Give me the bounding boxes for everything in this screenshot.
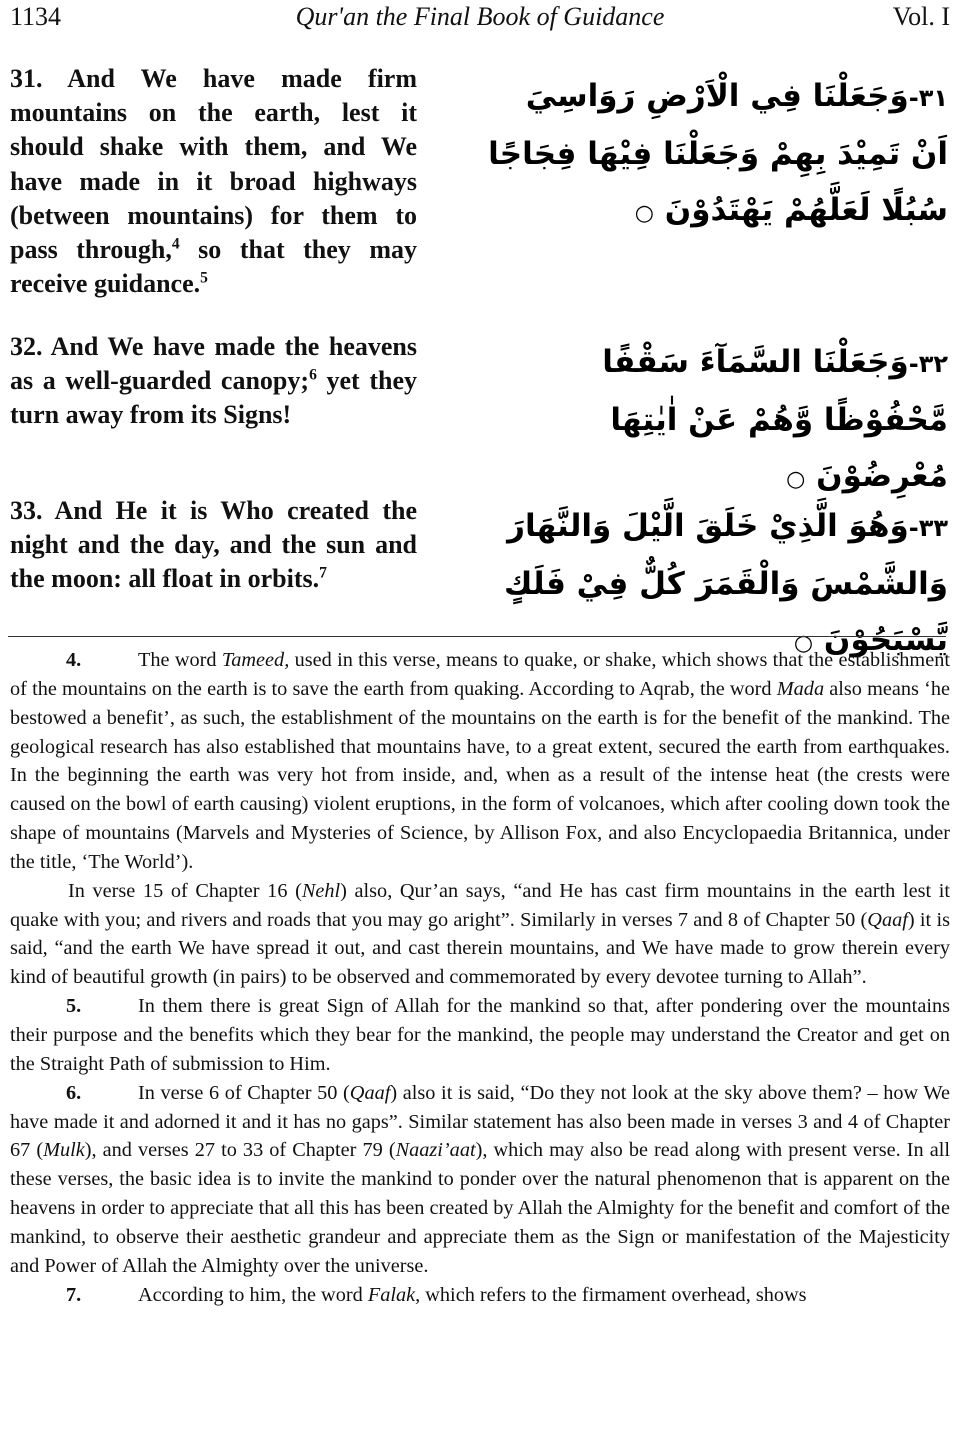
footnote-ref-4: 4 — [171, 235, 180, 253]
footnotes — [10, 646, 950, 1309]
footnote-number: 4. — [66, 649, 82, 671]
page-header — [10, 2, 950, 36]
verse-33-translation: 33. And He it is Who created the night and the day, and the sun and the moon: all float in orbits.$^7$ — [10, 496, 417, 594]
verse-end-mark: ○ — [634, 201, 654, 226]
verse-31-arabic: ٣١-وَجَعَلْنَا فِي الْاَرْضِ رَوَاسِيَ اَنْ تَمِيْدَ بِهِمْ وَجَعَلْنَا فِيْهَا فِجَاجًا سُبُلًا لَعَلَّهُمْ يَهْتَدُوْنَ ○ — [488, 78, 948, 228]
footnote-ref-5: 5 — [200, 269, 208, 287]
volume-label: Vol. I — [892, 2, 950, 31]
footnote-4: 4. The word Tameed, used in this verse, means to quake, or shake, which shows that the establishment of the mountains on the earth is to save the earth from quaking. According to Aqrab, the word Mada also means ‘he bestowed a benefit’, as such, the establishment of the mountains on the earth is for the benefit of the mankind. The geological research has also established that mountains have, to a great extent, secured the earth from earthquakes. In the beginning the earth was very hot from inside, and, when as a result of the intense heat (the crests were caused on the bowl of earth causing) violent eruptions, in the form of volcanoes, which after cooling down took the shape of mountains (Marvels and Mysteries of Science, by Allison Fox, and also Encyclopaedia Britannica, under the title, ‘The World’). — [10, 646, 950, 877]
page-number: 1134 — [10, 2, 62, 31]
footnote-number: 6. — [66, 1081, 82, 1104]
footnote-5: 5. In them there is great Sign of Allah for the mankind so that, after pondering over the mountains their purpose and the benefits which they bear for the mankind, the people may understand the Creator and get on the Straight Path of submission to Him. — [10, 992, 950, 1079]
running-title: Qur'an the Final Book of Guidance — [295, 2, 665, 31]
verse-32-arabic: ٣٢-وَجَعَلْنَا السَّمَآءَ سَقْفًا مَّحْفُوْظًا وَّهُمْ عَنْ اٰيٰتِهَا مُعْرِضُوْنَ ○ — [602, 344, 948, 494]
verse-33-arabic: ٣٣-وَهُوَ الَّذِيْ خَلَقَ الَّيْلَ وَالنَّهَارَ وَالشَّمْسَ وَالْقَمَرَ كُلٌّ فِيْ فَلَكٍ يَّسْبَحُوْنَ ○ — [504, 508, 948, 658]
footnote-ref-7: 7 — [319, 564, 327, 582]
footnote-divider — [8, 636, 946, 637]
verse-end-mark: ○ — [793, 631, 814, 656]
verse-32-translation: 32. And We have made the heavens as a well-guarded canopy;$^6$ yet they turn away from its Signs! — [10, 332, 418, 430]
footnote-4-continued: In verse 15 of Chapter 16 (Nehl) also, Qur’an says, “and He has cast firm mountains in the earth lest it quake with you; and rivers and roads that you may go aright”. Similarly in verses 7 and 8 of Chapter 50 (Qaaf) it is said, “and the earth We have spread it out, and cast therein mountains, and We have made to grow therein every kind of beautiful growth (in pairs) to be observed and commemorated by every devotee turning to Allah”. — [10, 879, 950, 989]
arabic-verse-number: ٣١- — [908, 84, 948, 112]
footnote-number: 7. — [66, 1283, 82, 1306]
arabic-verse-number: ٣٢- — [908, 350, 948, 378]
footnote-6: 6. In verse 6 of Chapter 50 (Qaaf) also it is said, “Do they not look at the sky above them? – how We have made it and adorned it and it has no gaps”. Similar statement has also been made in verses 3 and 4 of Chapter 67 (Mulk), and verses 27 to 33 of Chapter 79 (Naazi’aat), which may also be read along with present verse. In all these verses, the basic idea is to invite the mankind to ponder over the natural phenomenon that is apparent on the heavens in order to appreciate that all this has been created by Allah the Almighty for the benefit and comfort of the mankind, to observe their aesthetic grandeur and appreciate them as the Sign or manifestation of the Majesticity and Power of Allah the Almighty over the universe. — [10, 1079, 950, 1281]
footnote-number: 5. — [66, 995, 82, 1018]
footnote-ref-6: 6 — [309, 366, 317, 384]
footnote-7: 7. According to him, the word Falak, which refers to the firmament overhead, shows — [10, 1281, 950, 1310]
arabic-verse-number: ٣٣- — [908, 514, 948, 542]
verse-31-translation: 31. And We have made firm mountains on the earth, lest it should shake with them, and We have made in it broad highways (between mountains) for them to pass through,$^4$ so that they may receive guidance.$^5$ — [10, 64, 417, 299]
verse-end-mark: ○ — [786, 467, 806, 492]
